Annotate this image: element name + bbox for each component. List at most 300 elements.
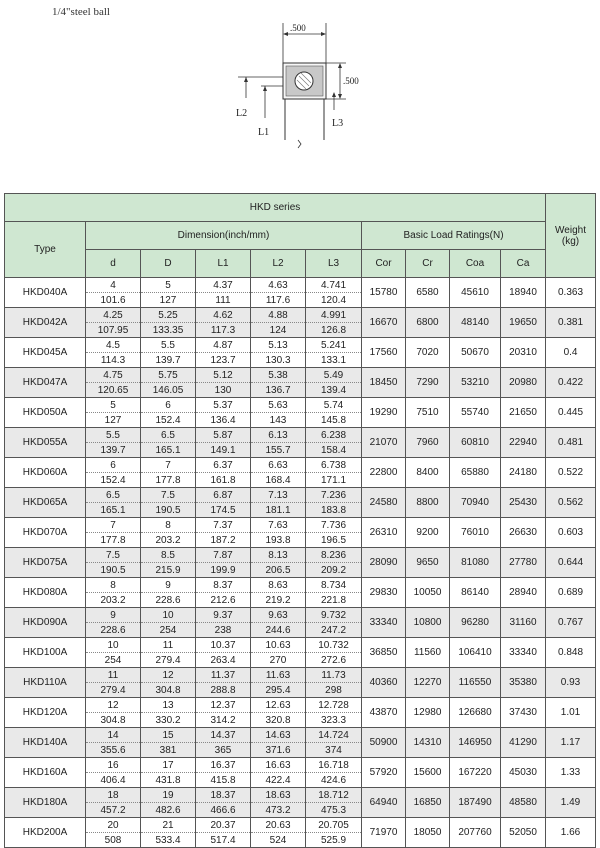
- coa-cell: 207760: [450, 818, 501, 848]
- coa-cell: 48140: [450, 308, 501, 338]
- dim-L1-inch: 14.37: [196, 728, 251, 743]
- dim-L2-inch: 4.88: [251, 308, 306, 323]
- type-cell: HKD120A: [5, 698, 86, 728]
- dim-L2-inch: 20.63: [251, 818, 306, 833]
- dim-d-mm: 101.6: [86, 293, 141, 308]
- weight-cell: 0.644: [546, 548, 596, 578]
- dim-L2-mm: 524: [251, 833, 306, 848]
- dim-L3-inch: 6.738: [306, 458, 362, 473]
- dim-L1-mm: 517.4: [196, 833, 251, 848]
- ca-cell: 27780: [501, 548, 546, 578]
- dim-d-inch: 6: [86, 458, 141, 473]
- cr-cell: 9200: [406, 518, 450, 548]
- cor-cell: 24580: [362, 488, 406, 518]
- series-title: HKD series: [5, 194, 546, 222]
- weight-cell: 1.33: [546, 758, 596, 788]
- ca-cell: 18940: [501, 278, 546, 308]
- dim-d-inch: 11: [86, 668, 141, 683]
- coa-cell: 60810: [450, 428, 501, 458]
- load-ratings-header: Basic Load Ratings(N): [362, 222, 546, 250]
- dim-L2-mm: 295.4: [251, 683, 306, 698]
- dim-L1-mm: 149.1: [196, 443, 251, 458]
- dim-d-mm: 165.1: [86, 503, 141, 518]
- type-cell: HKD065A: [5, 488, 86, 518]
- coa-cell: 53210: [450, 368, 501, 398]
- cor-cell: 57920: [362, 758, 406, 788]
- dim-d-mm: 279.4: [86, 683, 141, 698]
- dim-L3-inch: 5.74: [306, 398, 362, 413]
- dim-L1-mm: 415.8: [196, 773, 251, 788]
- dim-d-mm: 508: [86, 833, 141, 848]
- table-row: [5, 578, 596, 593]
- type-cell: HKD045A: [5, 338, 86, 368]
- dim-L1-inch: 11.37: [196, 668, 251, 683]
- dim-d-mm: 203.2: [86, 593, 141, 608]
- cr-cell: 14310: [406, 728, 450, 758]
- dim-L3-inch: 18.712: [306, 788, 362, 803]
- column-header-L3: L3: [306, 250, 362, 278]
- dim-L2-inch: 6.63: [251, 458, 306, 473]
- ca-cell: 20310: [501, 338, 546, 368]
- dim-L3-mm: 247.2: [306, 623, 362, 638]
- dim-L2-inch: 5.38: [251, 368, 306, 383]
- weight-cell: 0.481: [546, 428, 596, 458]
- type-cell: HKD200A: [5, 818, 86, 848]
- dim-L3-inch: 14.724: [306, 728, 362, 743]
- table-row: [5, 278, 596, 293]
- dim-L1-mm: 187.2: [196, 533, 251, 548]
- cor-cell: 29830: [362, 578, 406, 608]
- dim-d-inch: 14: [86, 728, 141, 743]
- dim-D-inch: 7: [141, 458, 196, 473]
- weight-cell: 0.522: [546, 458, 596, 488]
- cr-cell: 7960: [406, 428, 450, 458]
- dim-D-inch: 13: [141, 698, 196, 713]
- cor-cell: 43870: [362, 698, 406, 728]
- cor-cell: 16670: [362, 308, 406, 338]
- dim-L1-inch: 5.12: [196, 368, 251, 383]
- coa-cell: 167220: [450, 758, 501, 788]
- type-cell: HKD090A: [5, 608, 86, 638]
- weight-cell: 0.422: [546, 368, 596, 398]
- weight-cell: 0.767: [546, 608, 596, 638]
- dim-L3-inch: 6.238: [306, 428, 362, 443]
- table-row: [5, 728, 596, 743]
- dim-D-mm: 304.8: [141, 683, 196, 698]
- dim-D-mm: 431.8: [141, 773, 196, 788]
- dim-D-inch: 8.5: [141, 548, 196, 563]
- dim-L3-mm: 120.4: [306, 293, 362, 308]
- dim-L2-mm: 193.8: [251, 533, 306, 548]
- type-cell: HKD040A: [5, 278, 86, 308]
- cor-cell: 71970: [362, 818, 406, 848]
- dim-L3-mm: 323.3: [306, 713, 362, 728]
- dim-L2-inch: 5.63: [251, 398, 306, 413]
- cr-cell: 18050: [406, 818, 450, 848]
- weight-cell: 1.49: [546, 788, 596, 818]
- cr-cell: 8800: [406, 488, 450, 518]
- dim-L1-inch: 6.37: [196, 458, 251, 473]
- dim-L2-mm: 206.5: [251, 563, 306, 578]
- dim-L1-inch: 20.37: [196, 818, 251, 833]
- table-row: [5, 488, 596, 503]
- dim-d-mm: 228.6: [86, 623, 141, 638]
- coa-cell: 86140: [450, 578, 501, 608]
- dim-d-inch: 18: [86, 788, 141, 803]
- table-row: [5, 638, 596, 653]
- dim-d-inch: 4.25: [86, 308, 141, 323]
- dim-L2-inch: 14.63: [251, 728, 306, 743]
- dim-D-mm: 228.6: [141, 593, 196, 608]
- steel-ball-note: 1/4"steel ball: [52, 6, 110, 18]
- ca-cell: 28940: [501, 578, 546, 608]
- dim-D-mm: 165.1: [141, 443, 196, 458]
- dim-d-mm: 457.2: [86, 803, 141, 818]
- weight-cell: 0.4: [546, 338, 596, 368]
- dim-L3-inch: 7.236: [306, 488, 362, 503]
- dim-L2-mm: 130.3: [251, 353, 306, 368]
- table-row: [5, 338, 596, 353]
- dim-D-inch: 10: [141, 608, 196, 623]
- cr-cell: 7020: [406, 338, 450, 368]
- dim-D-inch: 5.75: [141, 368, 196, 383]
- dim-L2-mm: 473.2: [251, 803, 306, 818]
- dim-L2-inch: 7.63: [251, 518, 306, 533]
- dim-L1-inch: 7.37: [196, 518, 251, 533]
- ca-cell: 20980: [501, 368, 546, 398]
- cor-cell: 50900: [362, 728, 406, 758]
- type-cell: HKD100A: [5, 638, 86, 668]
- l2-label: L2: [236, 108, 248, 119]
- dim-L3-inch: 10.732: [306, 638, 362, 653]
- table-row: [5, 788, 596, 803]
- dim-L1-mm: 111: [196, 293, 251, 308]
- dim-d-mm: 190.5: [86, 563, 141, 578]
- column-header-L2: L2: [251, 250, 306, 278]
- l1-label: L1: [258, 127, 270, 138]
- dim-L3-mm: 525.9: [306, 833, 362, 848]
- dim-L2-mm: 136.7: [251, 383, 306, 398]
- dim-L1-mm: 314.2: [196, 713, 251, 728]
- weight-cell: 0.93: [546, 668, 596, 698]
- type-cell: HKD050A: [5, 398, 86, 428]
- cor-cell: 26310: [362, 518, 406, 548]
- dim-D-mm: 146.05: [141, 383, 196, 398]
- coa-cell: 45610: [450, 278, 501, 308]
- dim-D-inch: 6: [141, 398, 196, 413]
- dim-L1-mm: 174.5: [196, 503, 251, 518]
- cr-cell: 9650: [406, 548, 450, 578]
- coa-cell: 76010: [450, 518, 501, 548]
- dim-D-mm: 381: [141, 743, 196, 758]
- dim-L3-inch: 4.991: [306, 308, 362, 323]
- hkd-series-table: [4, 193, 596, 848]
- dim-D-inch: 5.5: [141, 338, 196, 353]
- dim-L1-inch: 5.87: [196, 428, 251, 443]
- dim-L3-mm: 126.8: [306, 323, 362, 338]
- dim-L3-inch: 20.705: [306, 818, 362, 833]
- dim-L1-inch: 9.37: [196, 608, 251, 623]
- coa-cell: 55740: [450, 398, 501, 428]
- dim-L2-mm: 181.1: [251, 503, 306, 518]
- dim-L2-inch: 12.63: [251, 698, 306, 713]
- dim-D-inch: 5: [141, 278, 196, 293]
- dim-d-inch: 7: [86, 518, 141, 533]
- dim-L1-inch: 4.62: [196, 308, 251, 323]
- dim-L2-mm: 219.2: [251, 593, 306, 608]
- ca-cell: 33340: [501, 638, 546, 668]
- column-header-D: D: [141, 250, 196, 278]
- dim-d-inch: 5.5: [86, 428, 141, 443]
- ca-cell: 35380: [501, 668, 546, 698]
- dim-d-mm: 139.7: [86, 443, 141, 458]
- dim-L1-inch: 16.37: [196, 758, 251, 773]
- dim-L1-mm: 161.8: [196, 473, 251, 488]
- dim-d-inch: 4.5: [86, 338, 141, 353]
- cor-cell: 18450: [362, 368, 406, 398]
- cr-cell: 7290: [406, 368, 450, 398]
- type-cell: HKD060A: [5, 458, 86, 488]
- cr-cell: 12270: [406, 668, 450, 698]
- dim-L3-inch: 12.728: [306, 698, 362, 713]
- dim-L3-inch: 16.718: [306, 758, 362, 773]
- cr-cell: 6800: [406, 308, 450, 338]
- weight-cell: 0.848: [546, 638, 596, 668]
- dim-L2-inch: 18.63: [251, 788, 306, 803]
- dim-L1-mm: 288.8: [196, 683, 251, 698]
- weight-cell: 1.17: [546, 728, 596, 758]
- dim-d-inch: 16: [86, 758, 141, 773]
- table-row: [5, 548, 596, 563]
- dim-D-mm: 152.4: [141, 413, 196, 428]
- weight-cell: 0.689: [546, 578, 596, 608]
- dim-d-mm: 177.8: [86, 533, 141, 548]
- dim-L3-mm: 298: [306, 683, 362, 698]
- column-header-cr: Cr: [406, 250, 450, 278]
- ca-cell: 41290: [501, 728, 546, 758]
- cr-cell: 11560: [406, 638, 450, 668]
- cor-cell: 17560: [362, 338, 406, 368]
- column-header-ca: Ca: [501, 250, 546, 278]
- ca-cell: 26630: [501, 518, 546, 548]
- dim-d-inch: 5: [86, 398, 141, 413]
- dim-L3-mm: 424.6: [306, 773, 362, 788]
- dim-L3-mm: 133.1: [306, 353, 362, 368]
- dim-L3-mm: 221.8: [306, 593, 362, 608]
- dim-L1-mm: 123.7: [196, 353, 251, 368]
- dim-L3-mm: 158.4: [306, 443, 362, 458]
- dim-D-inch: 15: [141, 728, 196, 743]
- table-row: [5, 398, 596, 413]
- ca-cell: 19650: [501, 308, 546, 338]
- table-row: [5, 608, 596, 623]
- dim-L3-inch: 4.741: [306, 278, 362, 293]
- dim-L2-inch: 16.63: [251, 758, 306, 773]
- dim-d-mm: 304.8: [86, 713, 141, 728]
- type-cell: HKD180A: [5, 788, 86, 818]
- ca-cell: 21650: [501, 398, 546, 428]
- cor-cell: 33340: [362, 608, 406, 638]
- dim-L3-inch: 11.73: [306, 668, 362, 683]
- type-cell: HKD075A: [5, 548, 86, 578]
- cr-cell: 10050: [406, 578, 450, 608]
- l3-label: L3: [332, 118, 344, 129]
- dim-L3-mm: 139.4: [306, 383, 362, 398]
- cor-cell: 40360: [362, 668, 406, 698]
- dim-D-inch: 7.5: [141, 488, 196, 503]
- cr-cell: 6580: [406, 278, 450, 308]
- table-row: [5, 518, 596, 533]
- type-cell: HKD055A: [5, 428, 86, 458]
- dim-L2-mm: 320.8: [251, 713, 306, 728]
- table-row: [5, 818, 596, 833]
- coa-cell: 50670: [450, 338, 501, 368]
- cor-cell: 21070: [362, 428, 406, 458]
- table-row: [5, 668, 596, 683]
- dim-L1-inch: 4.37: [196, 278, 251, 293]
- dim-d-mm: 406.4: [86, 773, 141, 788]
- dim-L3-mm: 374: [306, 743, 362, 758]
- dim-D-inch: 8: [141, 518, 196, 533]
- table-row: [5, 308, 596, 323]
- weight-cell: 0.603: [546, 518, 596, 548]
- height-dimension-label: .500: [343, 76, 359, 86]
- dim-D-mm: 133.35: [141, 323, 196, 338]
- dim-d-mm: 152.4: [86, 473, 141, 488]
- dim-L1-mm: 130: [196, 383, 251, 398]
- type-cell: HKD047A: [5, 368, 86, 398]
- dim-L3-mm: 183.8: [306, 503, 362, 518]
- dim-L1-mm: 136.4: [196, 413, 251, 428]
- coa-cell: 65880: [450, 458, 501, 488]
- dim-D-inch: 19: [141, 788, 196, 803]
- cr-cell: 16850: [406, 788, 450, 818]
- ca-cell: 25430: [501, 488, 546, 518]
- dim-D-inch: 17: [141, 758, 196, 773]
- weight-cell: 1.66: [546, 818, 596, 848]
- dim-L1-inch: 8.37: [196, 578, 251, 593]
- dim-L3-mm: 475.3: [306, 803, 362, 818]
- dim-L3-mm: 209.2: [306, 563, 362, 578]
- weight-header: Weight (kg): [546, 194, 596, 278]
- dim-d-inch: 6.5: [86, 488, 141, 503]
- coa-cell: 126680: [450, 698, 501, 728]
- dim-L2-inch: 11.63: [251, 668, 306, 683]
- weight-cell: 0.363: [546, 278, 596, 308]
- weight-cell: 1.01: [546, 698, 596, 728]
- table-row: [5, 758, 596, 773]
- dim-L1-mm: 238: [196, 623, 251, 638]
- dim-d-inch: 9: [86, 608, 141, 623]
- dim-D-mm: 533.4: [141, 833, 196, 848]
- dim-d-inch: 4.75: [86, 368, 141, 383]
- type-cell: HKD070A: [5, 518, 86, 548]
- cr-cell: 7510: [406, 398, 450, 428]
- dim-L1-inch: 5.37: [196, 398, 251, 413]
- dim-L3-mm: 272.6: [306, 653, 362, 668]
- dim-L3-inch: 9.732: [306, 608, 362, 623]
- dim-L1-mm: 263.4: [196, 653, 251, 668]
- dim-L2-inch: 9.63: [251, 608, 306, 623]
- coa-cell: 106410: [450, 638, 501, 668]
- ca-cell: 37430: [501, 698, 546, 728]
- dim-L2-inch: 8.13: [251, 548, 306, 563]
- cr-cell: 15600: [406, 758, 450, 788]
- dim-L2-inch: 8.63: [251, 578, 306, 593]
- dim-L1-inch: 6.87: [196, 488, 251, 503]
- dim-d-inch: 12: [86, 698, 141, 713]
- table-row: [5, 428, 596, 443]
- dim-D-mm: 177.8: [141, 473, 196, 488]
- dim-L3-inch: 5.49: [306, 368, 362, 383]
- column-header-cor: Cor: [362, 250, 406, 278]
- ca-cell: 48580: [501, 788, 546, 818]
- dim-L3-inch: 8.236: [306, 548, 362, 563]
- type-cell: HKD080A: [5, 578, 86, 608]
- ca-cell: 52050: [501, 818, 546, 848]
- dim-D-inch: 9: [141, 578, 196, 593]
- cor-cell: 28090: [362, 548, 406, 578]
- cr-cell: 8400: [406, 458, 450, 488]
- coa-cell: 81080: [450, 548, 501, 578]
- dim-L3-mm: 145.8: [306, 413, 362, 428]
- dim-L2-mm: 155.7: [251, 443, 306, 458]
- dim-L1-mm: 466.6: [196, 803, 251, 818]
- dim-L2-mm: 143: [251, 413, 306, 428]
- dim-D-mm: 254: [141, 623, 196, 638]
- type-cell: HKD140A: [5, 728, 86, 758]
- dim-L3-mm: 171.1: [306, 473, 362, 488]
- dim-L2-inch: 4.63: [251, 278, 306, 293]
- dim-L2-mm: 244.6: [251, 623, 306, 638]
- dim-L2-mm: 117.6: [251, 293, 306, 308]
- dim-L3-mm: 196.5: [306, 533, 362, 548]
- column-header-coa: Coa: [450, 250, 501, 278]
- dim-d-mm: 254: [86, 653, 141, 668]
- dimension-header: Dimension(inch/mm): [86, 222, 362, 250]
- dim-L2-inch: 10.63: [251, 638, 306, 653]
- dim-L1-inch: 7.87: [196, 548, 251, 563]
- cor-cell: 15780: [362, 278, 406, 308]
- dim-L1-inch: 18.37: [196, 788, 251, 803]
- dim-D-inch: 12: [141, 668, 196, 683]
- cor-cell: 19290: [362, 398, 406, 428]
- dim-L2-mm: 270: [251, 653, 306, 668]
- column-header-L1: L1: [196, 250, 251, 278]
- dim-D-mm: 279.4: [141, 653, 196, 668]
- dim-L2-inch: 6.13: [251, 428, 306, 443]
- ca-cell: 22940: [501, 428, 546, 458]
- cor-cell: 22800: [362, 458, 406, 488]
- type-header: Type: [5, 222, 86, 278]
- cr-cell: 12980: [406, 698, 450, 728]
- dim-D-inch: 6.5: [141, 428, 196, 443]
- dim-L3-inch: 5.241: [306, 338, 362, 353]
- ca-cell: 31160: [501, 608, 546, 638]
- dim-D-mm: 203.2: [141, 533, 196, 548]
- dim-L3-inch: 8.734: [306, 578, 362, 593]
- dim-L1-mm: 117.3: [196, 323, 251, 338]
- dim-d-mm: 120.65: [86, 383, 141, 398]
- cor-cell: 64940: [362, 788, 406, 818]
- dim-L2-mm: 168.4: [251, 473, 306, 488]
- dim-D-mm: 330.2: [141, 713, 196, 728]
- dim-D-inch: 21: [141, 818, 196, 833]
- type-cell: HKD042A: [5, 308, 86, 338]
- table-row: [5, 698, 596, 713]
- dim-L1-inch: 4.87: [196, 338, 251, 353]
- cr-cell: 10800: [406, 608, 450, 638]
